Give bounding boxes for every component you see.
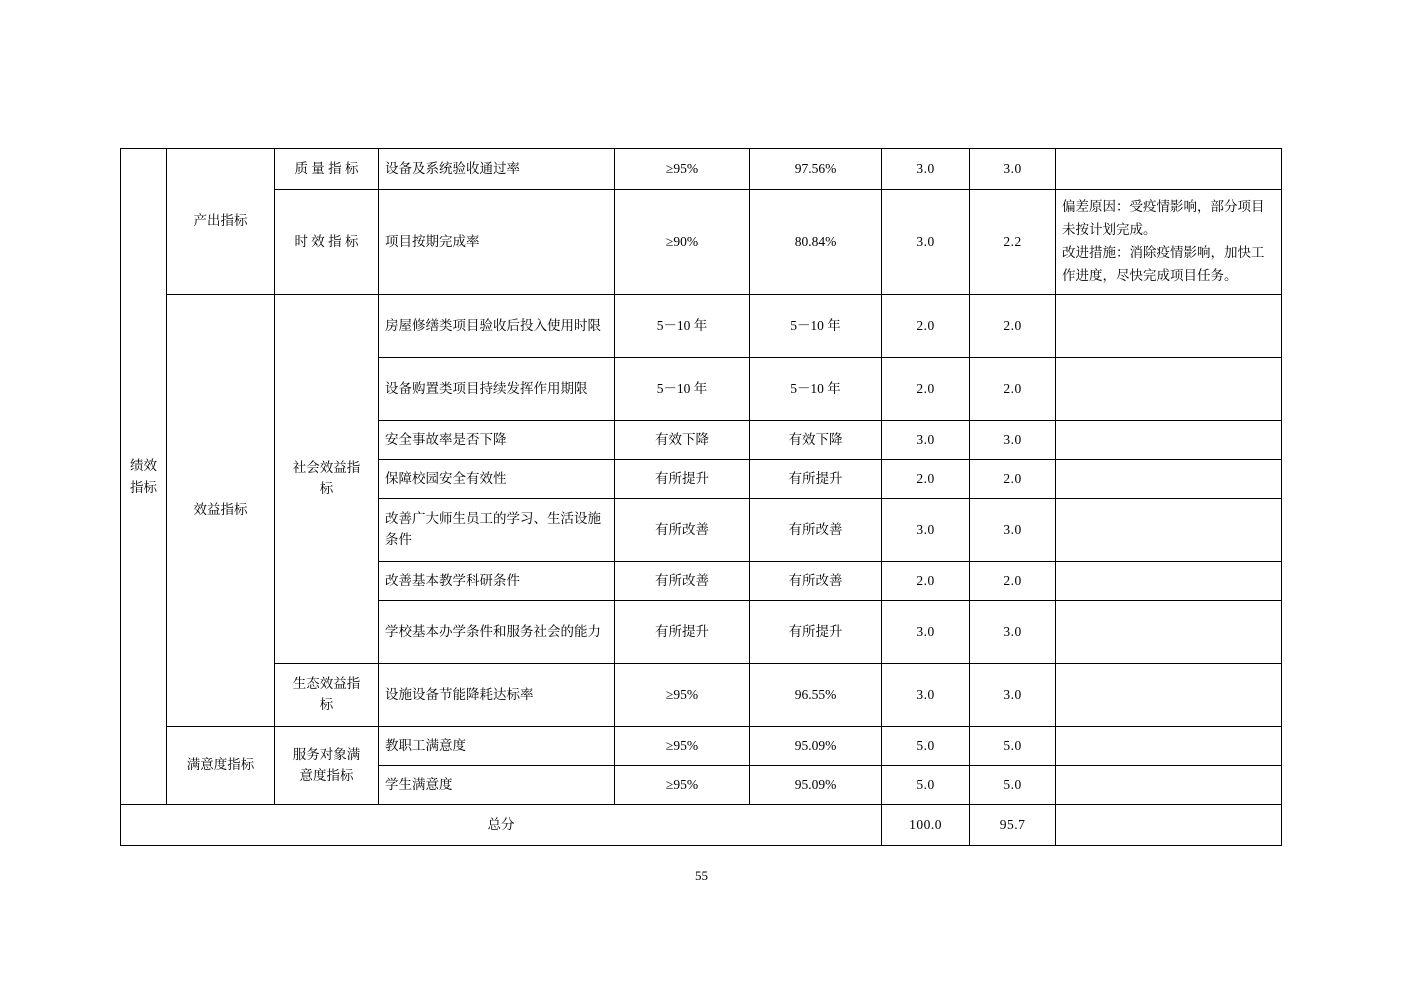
indicator-note — [1056, 499, 1282, 562]
table-row — [121, 664, 1282, 727]
indicator-note — [1056, 562, 1282, 601]
total-note — [1056, 805, 1282, 846]
indicator-target: 有所提升 — [615, 460, 750, 499]
subgroup-social-benefit-indicator — [275, 295, 379, 664]
indicator-score-got: 2.2 — [970, 190, 1056, 295]
indicator-note — [1056, 766, 1282, 805]
indicator-target: ≥95% — [615, 766, 750, 805]
table-row — [121, 190, 1282, 295]
subgroup-line2: 标 — [319, 697, 334, 712]
subgroup-line2: 标 — [319, 481, 334, 496]
indicator-name: 安全事故率是否下降 — [379, 421, 615, 460]
indicator-score-got: 2.0 — [970, 295, 1056, 358]
indicator-actual: 有所提升 — [750, 460, 882, 499]
indicator-target: ≥95% — [615, 664, 750, 727]
indicator-score-got: 3.0 — [970, 499, 1056, 562]
indicator-score-got: 3.0 — [970, 149, 1056, 190]
indicator-actual: 96.55% — [750, 664, 882, 727]
subgroup-line2: 意度指标 — [299, 767, 354, 783]
indicator-score-full: 3.0 — [882, 190, 970, 295]
total-score-got: 95.7 — [970, 805, 1056, 846]
indicator-score-full: 3.0 — [882, 421, 970, 460]
indicator-actual: 95.09% — [750, 766, 882, 805]
group-satisfaction-indicator: 满意度指标 — [167, 727, 275, 805]
total-score-full: 100.0 — [882, 805, 970, 846]
indicator-score-full: 2.0 — [882, 358, 970, 421]
indicator-name: 教职工满意度 — [379, 727, 615, 766]
indicator-actual: 80.84% — [750, 190, 882, 295]
indicator-note — [1056, 664, 1282, 727]
indicator-score-got: 5.0 — [970, 727, 1056, 766]
group-benefit-indicator: 效益指标 — [167, 295, 275, 727]
table-row-total — [121, 805, 1282, 846]
indicator-score-got: 2.0 — [970, 562, 1056, 601]
indicator-name: 保障校园安全有效性 — [379, 460, 615, 499]
indicator-score-got: 3.0 — [970, 421, 1056, 460]
table-row — [121, 295, 1282, 358]
note-line-2: 未按计划完成。 — [1062, 222, 1157, 238]
indicator-score-got: 2.0 — [970, 460, 1056, 499]
indicator-actual: 有所提升 — [750, 601, 882, 664]
indicator-score-got: 3.0 — [970, 664, 1056, 727]
indicator-name: 设备购置类项目持续发挥作用期限 — [379, 358, 615, 421]
indicator-target: ≥95% — [615, 727, 750, 766]
page-number: 55 — [695, 868, 708, 883]
indicator-name: 学生满意度 — [379, 766, 615, 805]
indicator-score-full: 3.0 — [882, 664, 970, 727]
indicator-name: 项目按期完成率 — [379, 190, 615, 295]
indicator-score-got: 2.0 — [970, 358, 1056, 421]
indicator-target: 有效下降 — [615, 421, 750, 460]
subgroup-ecological-benefit-indicator — [275, 664, 379, 727]
indicator-name: 设施设备节能降耗达标率 — [379, 664, 615, 727]
subgroup-quality-indicator: 质 量 指 标 — [275, 149, 379, 190]
indicator-score-full: 5.0 — [882, 766, 970, 805]
indicator-score-full: 3.0 — [882, 499, 970, 562]
row-header-line2: 指标 — [130, 479, 157, 495]
indicator-target: 有所提升 — [615, 601, 750, 664]
indicator-score-full: 2.0 — [882, 562, 970, 601]
indicator-target: 有所改善 — [615, 499, 750, 562]
subgroup-timeliness-indicator: 时 效 指 标 — [275, 190, 379, 295]
indicator-actual: 5－10 年 — [750, 295, 882, 358]
indicator-note — [1056, 358, 1282, 421]
indicator-score-full: 3.0 — [882, 601, 970, 664]
indicator-name: 房屋修缮类项目验收后投入使用时限 — [379, 295, 615, 358]
indicator-score-got: 5.0 — [970, 766, 1056, 805]
indicator-name: 改善广大师生员工的学习、生活设施条件 — [379, 499, 615, 562]
indicator-score-full: 2.0 — [882, 460, 970, 499]
indicator-note — [1056, 190, 1282, 295]
row-header-line1: 绩效 — [130, 457, 157, 473]
indicator-note — [1056, 460, 1282, 499]
performance-table-container — [120, 148, 1281, 846]
indicator-target: ≥95% — [615, 149, 750, 190]
indicator-note — [1056, 727, 1282, 766]
note-line-1: 偏差原因：受疫情影响，部分项目 — [1062, 199, 1265, 215]
indicator-score-got: 3.0 — [970, 601, 1056, 664]
indicator-score-full: 5.0 — [882, 727, 970, 766]
indicator-note — [1056, 601, 1282, 664]
indicator-score-full: 3.0 — [882, 149, 970, 190]
indicator-note — [1056, 149, 1282, 190]
row-header-performance-indicator — [121, 149, 167, 805]
indicator-target: 5－10 年 — [615, 358, 750, 421]
group-output-indicator: 产出指标 — [167, 149, 275, 295]
performance-indicator-table — [120, 148, 1282, 846]
indicator-name: 改善基本教学科研条件 — [379, 562, 615, 601]
indicator-actual: 97.56% — [750, 149, 882, 190]
indicator-actual: 5－10 年 — [750, 358, 882, 421]
indicator-score-full: 2.0 — [882, 295, 970, 358]
indicator-name: 设备及系统验收通过率 — [379, 149, 615, 190]
indicator-target: 有所改善 — [615, 562, 750, 601]
subgroup-line1: 生态效益指 — [292, 676, 361, 692]
total-label: 总分 — [121, 805, 882, 846]
indicator-note — [1056, 295, 1282, 358]
indicator-actual: 有所改善 — [750, 499, 882, 562]
indicator-target: 5－10 年 — [615, 295, 750, 358]
indicator-actual: 有效下降 — [750, 421, 882, 460]
subgroup-line1: 服务对象满 — [292, 746, 361, 762]
indicator-name: 学校基本办学条件和服务社会的能力 — [379, 601, 615, 664]
indicator-target: ≥90% — [615, 190, 750, 295]
subgroup-line1: 社会效益指 — [292, 460, 361, 476]
subgroup-service-object-satisfaction — [275, 727, 379, 805]
table-row — [121, 149, 1282, 190]
indicator-actual: 有所改善 — [750, 562, 882, 601]
indicator-note — [1056, 421, 1282, 460]
table-row — [121, 727, 1282, 766]
note-line-4: 作进度，尽快完成项目任务。 — [1062, 267, 1238, 283]
note-line-3: 改进措施：消除疫情影响，加快工 — [1062, 245, 1265, 260]
indicator-actual: 95.09% — [750, 727, 882, 766]
